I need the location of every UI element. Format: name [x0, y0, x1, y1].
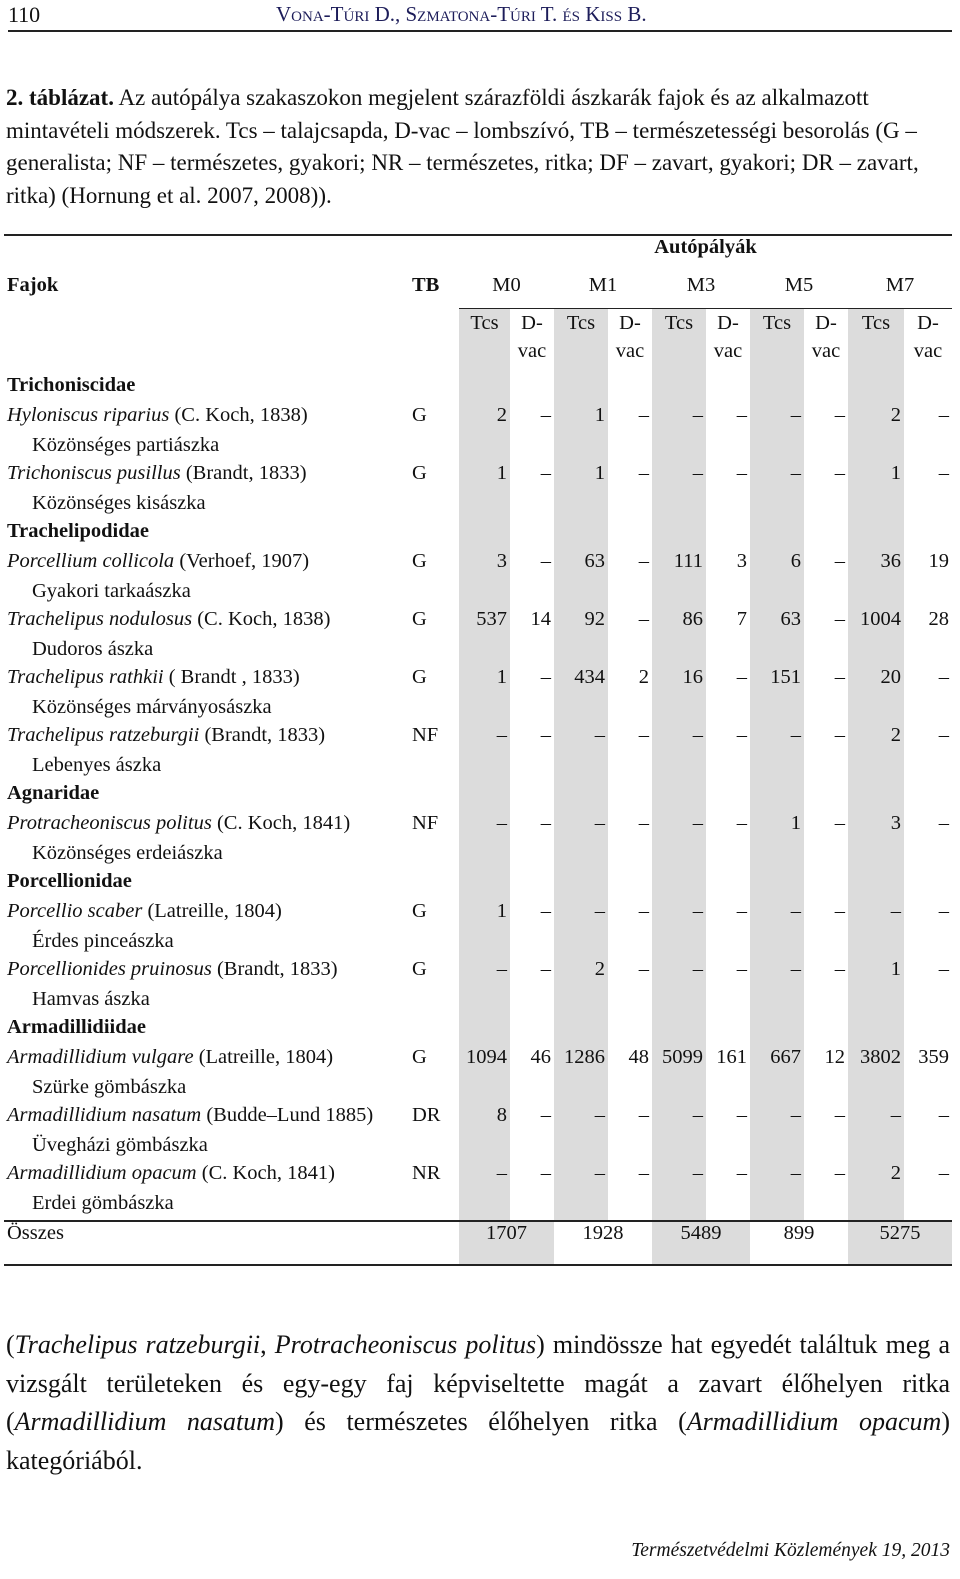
common-name-row [4, 492, 952, 520]
count-cell: – [638, 1162, 649, 1184]
species-row [4, 958, 952, 988]
count-cell: – [750, 404, 804, 434]
species-latin: Hyloniscus riparius [7, 404, 170, 426]
species-author: (Verhoef, 1907) [174, 550, 310, 572]
common-name-row [4, 1192, 952, 1221]
count-cell: – [638, 462, 649, 484]
count-cell: 359 [918, 1046, 949, 1068]
species-name [4, 550, 409, 580]
page-number: 110 [8, 2, 41, 27]
count-cell: – [736, 900, 747, 922]
species-row [4, 550, 952, 580]
count-cell: 86 [652, 608, 706, 638]
count-cell: 1 [459, 666, 510, 696]
journal-footer: Természetvédelmi Közlemények 19, 2013 [631, 1540, 950, 1561]
species-name [4, 666, 409, 696]
count-cell: – [554, 724, 608, 754]
para-text: , [260, 1330, 275, 1359]
para-text: ) és természetes élőhelyen ritka ( [275, 1407, 687, 1436]
count-cell: – [554, 900, 608, 930]
species-row [4, 608, 952, 638]
species-common-name: Lebenyes ászka [32, 754, 162, 776]
caption-label: 2. táblázat. [6, 85, 114, 110]
species-name [4, 1104, 409, 1134]
method-header-dvac: D- vac [811, 312, 841, 362]
count-cell: 1094 [459, 1046, 510, 1076]
count-cell: – [540, 958, 551, 980]
total-value: 1707 [459, 1221, 554, 1265]
count-cell: 92 [554, 608, 608, 638]
total-row [4, 1221, 952, 1265]
count-cell: – [652, 724, 706, 754]
count-cell: – [938, 958, 949, 980]
total-value: 899 [750, 1221, 848, 1265]
count-cell: 2 [848, 724, 904, 754]
species-latin: Trachelipus rathkii [7, 666, 164, 688]
count-cell: 1286 [554, 1046, 608, 1076]
count-cell: – [540, 812, 551, 834]
method-header-tcs: Tcs [652, 309, 706, 372]
method-header-dvac: D- vac [913, 312, 943, 362]
count-cell: – [750, 958, 804, 988]
count-cell: 28 [928, 608, 949, 630]
species-common-name: Erdei gömbászka [32, 1192, 174, 1214]
tb-value: G [412, 900, 427, 922]
method-header-tcs: Tcs [459, 309, 510, 372]
count-cell: – [638, 724, 649, 746]
species-latin: Trachelipus ratzeburgii [7, 724, 200, 746]
count-cell: 14 [530, 608, 551, 630]
count-cell: – [848, 900, 904, 930]
species-name [4, 1046, 409, 1076]
count-cell: 1 [459, 462, 510, 492]
count-cell: – [834, 608, 845, 630]
species-author: (Budde–Lund 1885) [201, 1104, 374, 1126]
family-row [4, 782, 952, 812]
group-header: Autópályák [459, 235, 952, 274]
count-cell: – [834, 462, 845, 484]
count-cell: 20 [848, 666, 904, 696]
common-name-row [4, 988, 952, 1016]
family-row [4, 1016, 952, 1046]
species-row [4, 666, 952, 696]
count-cell: – [638, 1104, 649, 1126]
count-cell: – [652, 404, 706, 434]
species-common-name: Hamvas ászka [32, 988, 150, 1010]
species-author: ( Brandt , 1833) [163, 666, 300, 688]
tb-value: G [412, 1046, 427, 1068]
species-name [4, 958, 409, 988]
count-cell: 19 [928, 550, 949, 572]
species-common-name: Érdes pinceászka [32, 930, 174, 952]
count-cell: – [834, 1162, 845, 1184]
count-cell: – [652, 900, 706, 930]
count-cell: – [540, 724, 551, 746]
count-cell: – [540, 1104, 551, 1126]
table-caption [6, 82, 950, 212]
tb-value: NR [412, 1162, 441, 1184]
count-cell: 3 [459, 550, 510, 580]
road-header: M3 [652, 274, 750, 309]
count-cell: 2 [848, 404, 904, 434]
road-header: M5 [750, 274, 848, 309]
species-name [4, 462, 409, 492]
species-name [4, 608, 409, 638]
family-row [4, 870, 952, 900]
species-latin: Porcellio scaber [7, 900, 143, 922]
tb-value: NF [412, 812, 439, 834]
road-header: M0 [459, 274, 554, 309]
count-cell: – [834, 724, 845, 746]
count-cell: – [459, 724, 510, 754]
count-cell: – [638, 812, 649, 834]
species-row [4, 812, 952, 842]
running-header [8, 0, 952, 32]
species-common-name: Gyakori tarkaászka [32, 580, 191, 602]
count-cell: – [736, 724, 747, 746]
common-name-row [4, 696, 952, 724]
count-cell: – [736, 958, 747, 980]
count-cell: 1 [554, 404, 608, 434]
count-cell: – [834, 1104, 845, 1126]
family-name: Trachelipodidae [7, 520, 149, 542]
tb-value: DR [412, 1104, 441, 1126]
count-cell: 16 [652, 666, 706, 696]
count-cell: – [834, 900, 845, 922]
species-latin: Trichoniscus pusillus [7, 462, 181, 484]
tb-value: G [412, 608, 427, 630]
common-name-row [4, 1076, 952, 1104]
count-cell: 2 [638, 666, 649, 688]
count-cell: – [638, 404, 649, 426]
family-name: Agnaridae [7, 782, 100, 804]
count-cell: – [750, 900, 804, 930]
road-header: M7 [848, 274, 952, 309]
para-species: Armadillidium opacum [686, 1407, 942, 1436]
count-cell: 111 [652, 550, 706, 580]
tb-value: G [412, 462, 427, 484]
para-text: ) kategóriából. [6, 1407, 950, 1475]
family-name: Armadillidiidae [7, 1016, 146, 1038]
count-cell: – [540, 550, 551, 572]
count-cell: 434 [554, 666, 608, 696]
common-name-row [4, 638, 952, 666]
count-cell: – [834, 404, 845, 426]
species-author: (Brandt, 1833) [199, 724, 326, 746]
count-cell: – [938, 1162, 949, 1184]
species-author: (C. Koch, 1838) [169, 404, 308, 426]
count-cell: – [736, 812, 747, 834]
family-row [4, 374, 952, 404]
count-cell: – [652, 462, 706, 492]
family-name: Porcellionidae [7, 870, 132, 892]
species-row [4, 1104, 952, 1134]
species-author: (Brandt, 1833) [180, 462, 307, 484]
species-latin: Trachelipus nodulosus [7, 608, 193, 630]
common-name-row [4, 754, 952, 782]
method-header-dvac: D- vac [615, 312, 645, 362]
count-cell: – [736, 1104, 747, 1126]
count-cell: – [540, 900, 551, 922]
count-cell: – [834, 550, 845, 572]
count-cell: 667 [750, 1046, 804, 1076]
count-cell: – [736, 1162, 747, 1184]
count-cell: – [638, 958, 649, 980]
count-cell: 1 [554, 462, 608, 492]
road-header: M1 [554, 274, 652, 309]
count-cell: – [459, 958, 510, 988]
species-latin: Porcellionides pruinosus [7, 958, 212, 980]
count-cell: – [750, 462, 804, 492]
species-row [4, 724, 952, 754]
count-cell: – [638, 550, 649, 572]
species-latin: Armadillidium nasatum [7, 1104, 202, 1126]
count-cell: – [938, 812, 949, 834]
species-name [4, 812, 409, 842]
count-cell: – [652, 1162, 706, 1192]
count-cell: – [459, 1162, 510, 1192]
count-cell: – [750, 1104, 804, 1134]
tb-value: G [412, 666, 427, 688]
species-common-name: Közönséges partiászka [32, 434, 220, 456]
total-value: 5489 [652, 1221, 750, 1265]
species-name [4, 404, 409, 434]
count-cell: – [459, 812, 510, 842]
species-row [4, 900, 952, 930]
count-cell: 1 [848, 958, 904, 988]
species-latin: Porcellium collicola [7, 550, 175, 572]
count-cell: 48 [628, 1046, 649, 1068]
count-cell: 5099 [652, 1046, 706, 1076]
count-cell: – [540, 404, 551, 426]
species-row [4, 1162, 952, 1192]
count-cell: – [938, 666, 949, 688]
species-name [4, 900, 409, 930]
count-cell: – [938, 724, 949, 746]
species-author: (C. Koch, 1841) [211, 812, 351, 834]
common-name-row [4, 842, 952, 870]
running-authors: Vona-Túri D., Szmatona-Túri T. és Kiss B. [276, 2, 647, 26]
count-cell: 1 [848, 462, 904, 492]
count-cell: 2 [848, 1162, 904, 1192]
tb-value: NF [412, 724, 439, 746]
family-row [4, 520, 952, 550]
count-cell: – [554, 812, 608, 842]
species-common-name: Dudoros ászka [32, 638, 154, 660]
para-species: Armadillidium nasatum [14, 1407, 276, 1436]
count-cell: 3 [736, 550, 747, 572]
header-row-roads [4, 274, 952, 309]
count-cell: 2 [554, 958, 608, 988]
count-cell: – [834, 812, 845, 834]
body-paragraph [6, 1326, 950, 1480]
species-name [4, 724, 409, 754]
count-cell: 537 [459, 608, 510, 638]
species-author: (Brandt, 1833) [211, 958, 338, 980]
para-species: Protracheoniscus politus [274, 1330, 537, 1359]
species-common-name: Közönséges márványosászka [32, 696, 272, 718]
count-cell: – [554, 1162, 608, 1192]
method-header-dvac: D- vac [713, 312, 743, 362]
para-species: Trachelipus ratzeburgii [14, 1330, 261, 1359]
method-header-tcs: Tcs [750, 309, 804, 372]
species-common-name: Közönséges erdeiászka [32, 842, 223, 864]
count-cell: – [938, 1104, 949, 1126]
count-cell: – [848, 1104, 904, 1134]
common-name-row [4, 1134, 952, 1162]
col-header-species: Fajok [7, 274, 59, 296]
count-cell: 1004 [848, 608, 904, 638]
count-cell: 7 [736, 608, 747, 630]
count-cell: – [750, 724, 804, 754]
species-row [4, 1046, 952, 1076]
count-cell: – [736, 666, 747, 688]
col-header-tb: TB [412, 274, 440, 296]
total-label: Összes [4, 1221, 409, 1265]
count-cell: – [652, 958, 706, 988]
count-cell: 161 [716, 1046, 747, 1068]
count-cell: – [540, 666, 551, 688]
species-row [4, 462, 952, 492]
species-row [4, 404, 952, 434]
count-cell: – [554, 1104, 608, 1134]
count-cell: – [736, 404, 747, 426]
species-author: (C. Koch, 1841) [196, 1162, 335, 1184]
count-cell: 63 [554, 550, 608, 580]
common-name-row [4, 930, 952, 958]
total-value: 5275 [848, 1221, 952, 1265]
species-latin: Armadillidium opacum [7, 1162, 197, 1184]
species-name [4, 1162, 409, 1192]
count-cell: 12 [824, 1046, 845, 1068]
count-cell: – [540, 462, 551, 484]
count-cell: – [938, 462, 949, 484]
tb-value: G [412, 404, 427, 426]
count-cell: 46 [530, 1046, 551, 1068]
count-cell: 151 [750, 666, 804, 696]
count-cell: – [938, 404, 949, 426]
method-header-tcs: Tcs [554, 309, 608, 372]
method-header-dvac: D- vac [517, 312, 547, 362]
count-cell: 8 [459, 1104, 510, 1134]
count-cell: 1 [459, 900, 510, 930]
species-common-name: Szürke gömbászka [32, 1076, 187, 1098]
method-header-tcs: Tcs [848, 309, 904, 372]
species-latin: Protracheoniscus politus [7, 812, 212, 834]
species-table [4, 234, 952, 1266]
count-cell: – [834, 958, 845, 980]
count-cell: – [638, 608, 649, 630]
common-name-row [4, 434, 952, 462]
species-latin: Armadillidium vulgare [7, 1046, 194, 1068]
tb-value: G [412, 958, 427, 980]
species-author: (Latreille, 1804) [193, 1046, 334, 1068]
count-cell: 36 [848, 550, 904, 580]
count-cell: – [540, 1162, 551, 1184]
family-name: Trichoniscidae [7, 374, 136, 396]
count-cell: 6 [750, 550, 804, 580]
count-cell: – [652, 1104, 706, 1134]
species-common-name: Közönséges kisászka [32, 492, 206, 514]
count-cell: – [736, 462, 747, 484]
total-value: 1928 [554, 1221, 652, 1265]
para-text: ( [6, 1330, 15, 1359]
count-cell: – [652, 812, 706, 842]
count-cell: – [938, 900, 949, 922]
header-row-group [4, 235, 952, 274]
caption-text: Az autópálya szakaszokon megjelent szárazföldi ászkarák fajok és az alkalmazott mintavételi módszerek. Tcs – talajcsapda, D-vac – lombszívó, TB – természetességi besorolás (G – generalista; NF – természetes, gyakori; NR – természetes, ritka; DF – zavart, gyakori; DR – zavart, ritka) (Hornung et al. 2007, 2008)). [6, 85, 919, 208]
species-common-name: Üvegházi gömbászka [32, 1134, 208, 1156]
count-cell: 1 [750, 812, 804, 842]
common-name-row [4, 580, 952, 608]
count-cell: 2 [459, 404, 510, 434]
count-cell: 63 [750, 608, 804, 638]
count-cell: – [638, 900, 649, 922]
tb-value: G [412, 550, 427, 572]
species-author: (C. Koch, 1838) [192, 608, 331, 630]
count-cell: 3 [848, 812, 904, 842]
species-author: (Latreille, 1804) [142, 900, 282, 922]
count-cell: – [750, 1162, 804, 1192]
para-text: ) mindössze hat egyedét találtuk meg a vizsgált területeken és egy-egy faj képviseltette magát a zavart élőhelyen ritka ( [6, 1330, 951, 1436]
count-cell: – [834, 666, 845, 688]
count-cell: 3802 [848, 1046, 904, 1076]
